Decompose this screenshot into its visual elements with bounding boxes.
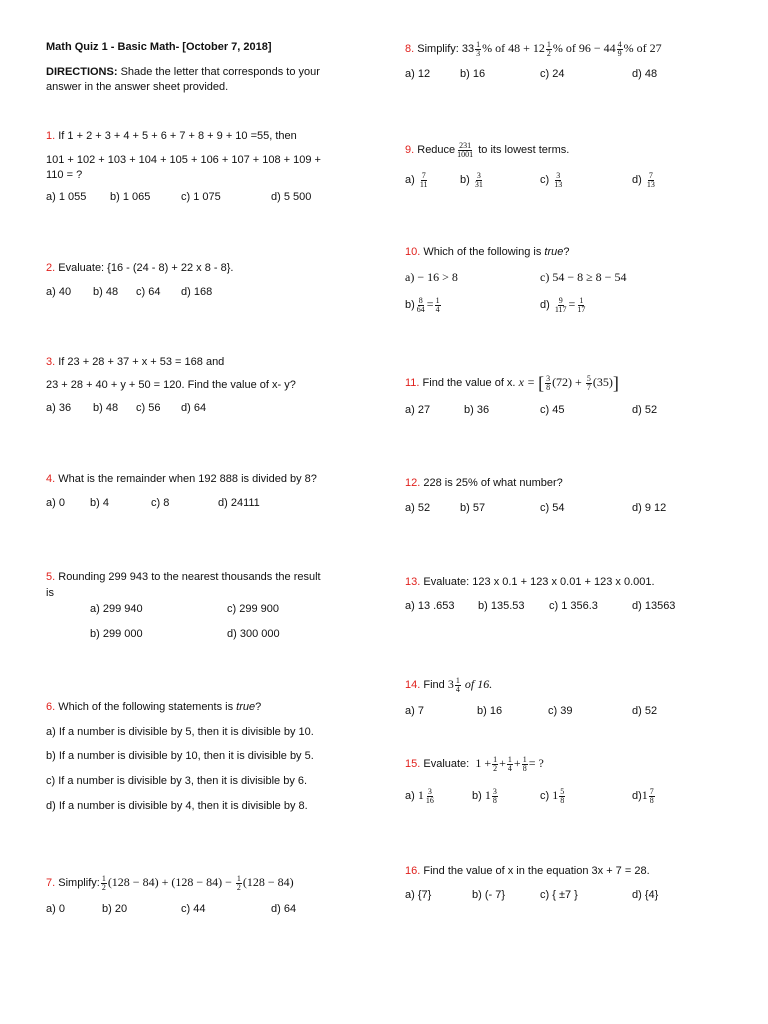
q12-choice-b: b) 57 <box>460 502 486 514</box>
q7-choice-a: a) 0 <box>46 903 65 915</box>
q7-choice-d: d) 64 <box>271 903 297 915</box>
question-15: 15. Evaluate: 1 + $\frac{1}{2}$ + $\frac{1}{4}$ + $\frac{1}{8}$ = ? <box>405 754 544 773</box>
question-4: 4. What is the remainder when 192 888 is divided by 8? <box>46 473 317 485</box>
question-10: 10. Which of the following is true? <box>405 246 570 258</box>
q8-choice-b: b) 16 <box>460 68 486 80</box>
q7-choice-b: b) 20 <box>102 903 128 915</box>
q14-choice-a: a) 7 <box>405 705 424 717</box>
question-8: 8. Simplify: 33 $\frac{1}{3}$ % of 48 + 12 $\frac{1}{2}$ % of 96 − 44 $\frac{4}{9}$ % of 27 <box>405 39 662 58</box>
q4-choice-b: b) 4 <box>90 497 109 509</box>
q3-choice-d: d) 64 <box>181 402 207 414</box>
q3-choice-a: a) 36 <box>46 402 72 414</box>
q5-choice-d: d) 300 000 <box>227 628 280 640</box>
q5-choice-b: b) 299 000 <box>90 628 143 640</box>
question-3-line-2: 23 + 28 + 40 + y + 50 = 120. Find the value of x- y? <box>46 379 296 391</box>
q8-choice-c: c) 24 <box>540 68 565 80</box>
fraction: $\frac{1}{2}$ <box>101 873 106 892</box>
q5-choice-a: a) 299 940 <box>90 603 143 615</box>
q8-choice-a: a) 12 <box>405 68 431 80</box>
question-3: 3. If 23 + 28 + 37 + x + 53 = 168 and <box>46 356 225 368</box>
question-14: 14. Find 3 $\frac{1}{4}$ of 16. <box>405 675 493 694</box>
q7-choice-c: c) 44 <box>181 903 206 915</box>
q12-choice-a: a) 52 <box>405 502 431 514</box>
q8-choice-d: d) 48 <box>632 68 658 80</box>
question-6: 6. Which of the following statements is true? <box>46 701 262 713</box>
question-1-line-2: 101 + 102 + 103 + 104 + 105 + 106 + 107 + 108 + 109 + <box>46 154 321 166</box>
directions-line-2: answer in the answer sheet provided. <box>46 81 229 93</box>
q5-choice-c: c) 299 900 <box>227 603 279 615</box>
q1-choice-b: b) 1 065 <box>110 191 151 203</box>
q6-choice-a: a) If a number is divisible by 5, then it is divisible by 10. <box>46 726 314 738</box>
question-1: 1. If 1 + 2 + 3 + 4 + 5 + 6 + 7 + 8 + 9 + 10 =55, then <box>46 130 297 142</box>
q10-choice-c: c) 54 − 8 ≥ 8 − 54 <box>540 270 627 284</box>
question-1-line-3: 110 = ? <box>46 169 83 181</box>
q2-choice-c: c) 64 <box>136 286 161 298</box>
question-5-line-2: is <box>46 587 54 599</box>
q1-choice-c: c) 1 075 <box>181 191 221 203</box>
question-16: 16. Find the value of x in the equation 3x + 7 = 28. <box>405 865 650 877</box>
q13-choice-a: a) 13 .653 <box>405 600 455 612</box>
q15-choice-d: d)1 $\frac{7}{8}$ <box>632 786 654 805</box>
q13-choice-b: b) 135.53 <box>478 600 525 612</box>
fraction: $\frac{1}{2}$ <box>236 873 241 892</box>
q4-choice-d: d) 24111 <box>218 497 260 509</box>
q3-choice-b: b) 48 <box>93 402 119 414</box>
q15-choice-a: a) 1 $\frac{3}{16}$ <box>405 786 434 805</box>
q10-choice-d: d) $\frac{9}{117}$ = $\frac{1}{17}$ <box>540 295 586 314</box>
q11-choice-a: a) 27 <box>405 404 431 416</box>
quiz-title: Math Quiz 1 - Basic Math- [October 7, 2018] <box>46 41 272 53</box>
q11-choice-b: b) 36 <box>464 404 490 416</box>
q16-choice-c: c) { ±7 } <box>540 889 578 901</box>
q9-choice-b: b) $\frac{3}{31}$ <box>460 170 483 189</box>
q14-choice-b: b) 16 <box>477 705 503 717</box>
q10-choice-b: b) $\frac{8}{64}$ = $\frac{1}{4}$ <box>405 295 440 314</box>
question-13: 13. Evaluate: 123 x 0.1 + 123 x 0.01 + 123 x 0.001. <box>405 576 655 588</box>
q2-choice-d: d) 168 <box>181 286 213 298</box>
q13-choice-c: c) 1 356.3 <box>549 600 598 612</box>
q12-choice-c: c) 54 <box>540 502 565 514</box>
q1-choice-a: a) 1 055 <box>46 191 87 203</box>
q16-choice-d: d) {4} <box>632 889 659 901</box>
q6-choice-c: c) If a number is divisible by 3, then it is divisible by 6. <box>46 775 308 787</box>
q6-choice-d: d) If a number is divisible by 4, then it is divisible by 8. <box>46 800 308 812</box>
question-12: 12. 228 is 25% of what number? <box>405 477 563 489</box>
q16-choice-b: b) (- 7} <box>472 889 506 901</box>
question-11: 11. Find the value of x. x = [ $\frac{3}{8}$ (72) + $\frac{5}{7}$ (35)] <box>405 373 619 394</box>
q10-choice-a: a) − 16 > 8 <box>405 270 458 284</box>
q2-choice-a: a) 40 <box>46 286 72 298</box>
question-5: 5. Rounding 299 943 to the nearest thousands the result <box>46 571 321 583</box>
question-7: 7. Simplify: $\frac{1}{2}$ (128 − 84) + (128 − 84) − $\frac{1}{2}$ (128 − 84) <box>46 873 294 892</box>
q9-choice-c: c) $\frac{3}{13}$ <box>540 170 563 189</box>
q9-choice-a: a) $\frac{7}{11}$ <box>405 170 428 189</box>
q1-choice-d: d) 5 500 <box>271 191 312 203</box>
q11-choice-c: c) 45 <box>540 404 565 416</box>
q3-choice-c: c) 56 <box>136 402 161 414</box>
q14-choice-d: d) 52 <box>632 705 658 717</box>
q6-choice-b: b) If a number is divisible by 10, then it is divisible by 5. <box>46 750 314 762</box>
q16-choice-a: a) {7} <box>405 889 432 901</box>
question-2: 2. Evaluate: {16 - (24 - 8) + 22 x 8 - 8}. <box>46 262 234 274</box>
q4-choice-c: c) 8 <box>151 497 170 509</box>
q2-choice-b: b) 48 <box>93 286 119 298</box>
q14-choice-c: c) 39 <box>548 705 573 717</box>
q15-choice-b: b) 1 $\frac{3}{8}$ <box>472 786 497 805</box>
directions-line-1: DIRECTIONS: Shade the letter that corresponds to your <box>46 66 320 78</box>
q11-choice-d: d) 52 <box>632 404 658 416</box>
q15-choice-c: c) 1 $\frac{5}{8}$ <box>540 786 565 805</box>
q9-choice-d: d) $\frac{7}{13}$ <box>632 170 655 189</box>
q12-choice-d: d) 9 12 <box>632 502 667 514</box>
q4-choice-a: a) 0 <box>46 497 65 509</box>
q13-choice-d: d) 13563 <box>632 600 676 612</box>
question-9: 9. Reduce $\frac{231}{1001}$ to its lowest terms. <box>405 140 570 159</box>
